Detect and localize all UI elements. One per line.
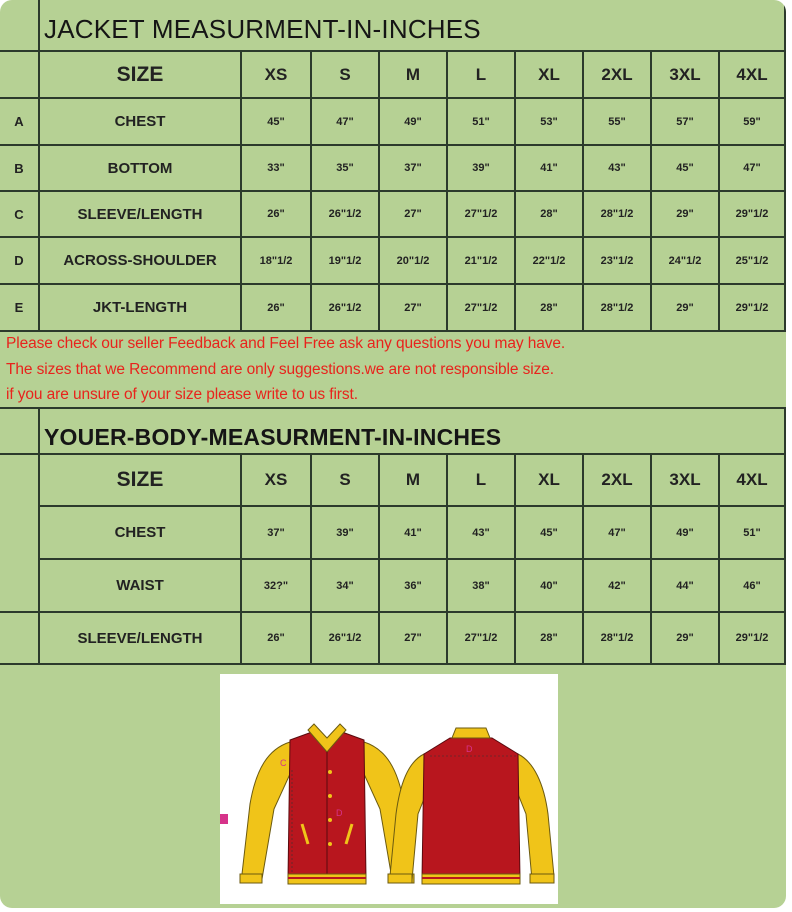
jacket-back-icon: [388, 728, 554, 884]
jacket-row-letter: D: [14, 253, 24, 268]
jacket-value-cell: 26": [267, 301, 285, 314]
body-value-cell: 41": [404, 526, 422, 539]
jacket-value-cell: 27": [404, 208, 422, 220]
body-value-cell: 36": [404, 579, 422, 592]
jacket-value-cell: 57": [676, 115, 694, 128]
body-table-title: YOUER-BODY-MEASURMENT-IN-INCHES: [44, 424, 502, 450]
jacket-size-xl: XL: [538, 64, 560, 84]
body-size-3xl: 3XL: [669, 470, 701, 489]
body-row-label: WAIST: [116, 577, 164, 594]
body-size-l: L: [475, 470, 487, 489]
jacket-row-letter: A: [14, 114, 24, 129]
jacket-value-cell: 29": [676, 208, 694, 220]
jacket-size-s: S: [339, 64, 351, 84]
body-value-cell: 27": [404, 632, 422, 644]
jacket-value-cell: 51": [472, 115, 490, 128]
body-value-cell: 49": [676, 526, 694, 539]
body-value-cell: 40": [540, 579, 558, 592]
jacket-value-cell: 43": [608, 162, 626, 174]
note-line-2: The sizes that we Recommend are only suggestions.we are not responsible size.: [6, 361, 554, 378]
jacket-value-cell: 45": [267, 115, 285, 128]
jacket-row-label: SLEEVE/LENGTH: [77, 205, 203, 223]
body-value-cell: 45": [540, 526, 558, 539]
body-value-cell: 27"1/2: [464, 632, 498, 644]
jacket-size-m: M: [405, 64, 421, 84]
jacket-size-2xl: 2XL: [601, 64, 633, 84]
jacket-value-cell: 28"1/2: [600, 208, 634, 220]
jacket-value-cell: 29"1/2: [735, 208, 769, 220]
body-value-cell: 29": [676, 632, 694, 644]
body-value-cell: 34": [336, 579, 354, 592]
body-size-4xl: 4XL: [736, 470, 768, 489]
jacket-value-cell: 55": [608, 115, 626, 128]
jacket-row-letter: C: [14, 206, 24, 222]
body-value-cell: 43": [472, 526, 490, 539]
jacket-value-cell: 25"1/2: [735, 254, 769, 267]
body-row-label: SLEEVE/LENGTH: [77, 629, 203, 647]
jacket-value-cell: 35": [336, 162, 354, 174]
body-value-cell: 29"1/2: [735, 632, 769, 644]
jacket-value-cell: 26"1/2: [328, 208, 362, 220]
body-size-header: SIZE: [116, 468, 164, 491]
jacket-value-cell: 28": [540, 301, 558, 314]
jacket-value-cell: 21"1/2: [464, 254, 498, 267]
body-value-cell: 26": [267, 632, 285, 644]
svg-text:D: D: [466, 744, 473, 754]
body-value-cell: 46": [743, 579, 761, 592]
body-size-xs: XS: [264, 470, 288, 489]
jacket-front-icon: [220, 724, 414, 884]
jacket-value-cell: 26"1/2: [328, 301, 362, 314]
body-value-cell: 28": [540, 632, 558, 644]
body-value-cell: 38": [472, 579, 490, 592]
body-value-cell: 47": [608, 526, 626, 539]
jacket-size-l: L: [475, 64, 487, 84]
varsity-jacket-front-back-icon: [220, 674, 558, 904]
svg-text:D: D: [336, 808, 343, 818]
jacket-value-cell: 29"1/2: [735, 301, 769, 314]
jacket-value-cell: 53": [540, 115, 558, 128]
body-value-cell: 44": [676, 579, 694, 592]
body-row-label: CHEST: [114, 524, 166, 541]
jacket-value-cell: 19"1/2: [328, 254, 362, 267]
jacket-value-cell: 23"1/2: [600, 254, 634, 267]
jacket-value-cell: 27"1/2: [464, 208, 498, 220]
jacket-value-cell: 39": [472, 162, 490, 174]
jacket-value-cell: 18"1/2: [259, 254, 293, 267]
note-line-1: Please check our seller Feedback and Feel Free ask any questions you may have.: [6, 335, 566, 352]
body-size-2xl: 2XL: [601, 470, 633, 489]
body-value-cell: 28"1/2: [600, 632, 634, 644]
jacket-value-cell: 26": [267, 208, 285, 220]
body-value-cell: 37": [267, 526, 285, 539]
body-value-cell: 51": [743, 526, 761, 539]
note-line-3: if you are unsure of your size please write to us first.: [6, 386, 358, 403]
jacket-value-cell: 24"1/2: [668, 254, 702, 267]
jacket-table-title: JACKET MEASURMENT-IN-INCHES: [44, 14, 481, 44]
jacket-value-cell: 20"1/2: [396, 254, 430, 267]
jacket-value-cell: 45": [676, 162, 694, 174]
jacket-row-label: ACROSS-SHOULDER: [63, 252, 217, 269]
jacket-row-label: BOTTOM: [107, 159, 173, 177]
jacket-size-4xl: 4XL: [736, 64, 768, 84]
body-size-m: M: [405, 470, 421, 489]
jacket-size-3xl: 3XL: [669, 64, 701, 84]
jacket-row-label: JKT-LENGTH: [92, 299, 188, 316]
body-value-cell: 26"1/2: [328, 632, 362, 644]
body-value-cell: 39": [336, 526, 354, 539]
jacket-value-cell: 37": [404, 162, 422, 174]
body-value-cell: 32?": [263, 579, 289, 592]
jacket-value-cell: 27": [404, 301, 422, 314]
jacket-value-cell: 47": [743, 162, 761, 174]
jacket-value-cell: 47": [336, 115, 354, 128]
jacket-row-letter: E: [14, 300, 24, 315]
jacket-value-cell: 29": [676, 301, 694, 314]
jacket-row-letter: B: [14, 160, 24, 176]
jacket-value-cell: 59": [743, 115, 761, 128]
jacket-value-cell: 33": [267, 162, 285, 174]
body-size-xl: XL: [538, 470, 560, 489]
jacket-value-cell: 28": [540, 208, 558, 220]
jacket-size-xs: XS: [264, 64, 288, 84]
jacket-value-cell: 22"1/2: [532, 254, 566, 267]
body-value-cell: 42": [608, 579, 626, 592]
varsity-jacket-illustration: [220, 674, 558, 904]
body-size-s: S: [339, 470, 351, 489]
jacket-size-header: SIZE: [116, 62, 164, 86]
jacket-value-cell: 49": [404, 115, 422, 128]
jacket-value-cell: 28"1/2: [600, 301, 634, 314]
jacket-value-cell: 41": [540, 162, 558, 174]
svg-text:C: C: [280, 758, 287, 768]
jacket-value-cell: 27"1/2: [464, 301, 498, 314]
jacket-row-label: CHEST: [114, 113, 166, 130]
